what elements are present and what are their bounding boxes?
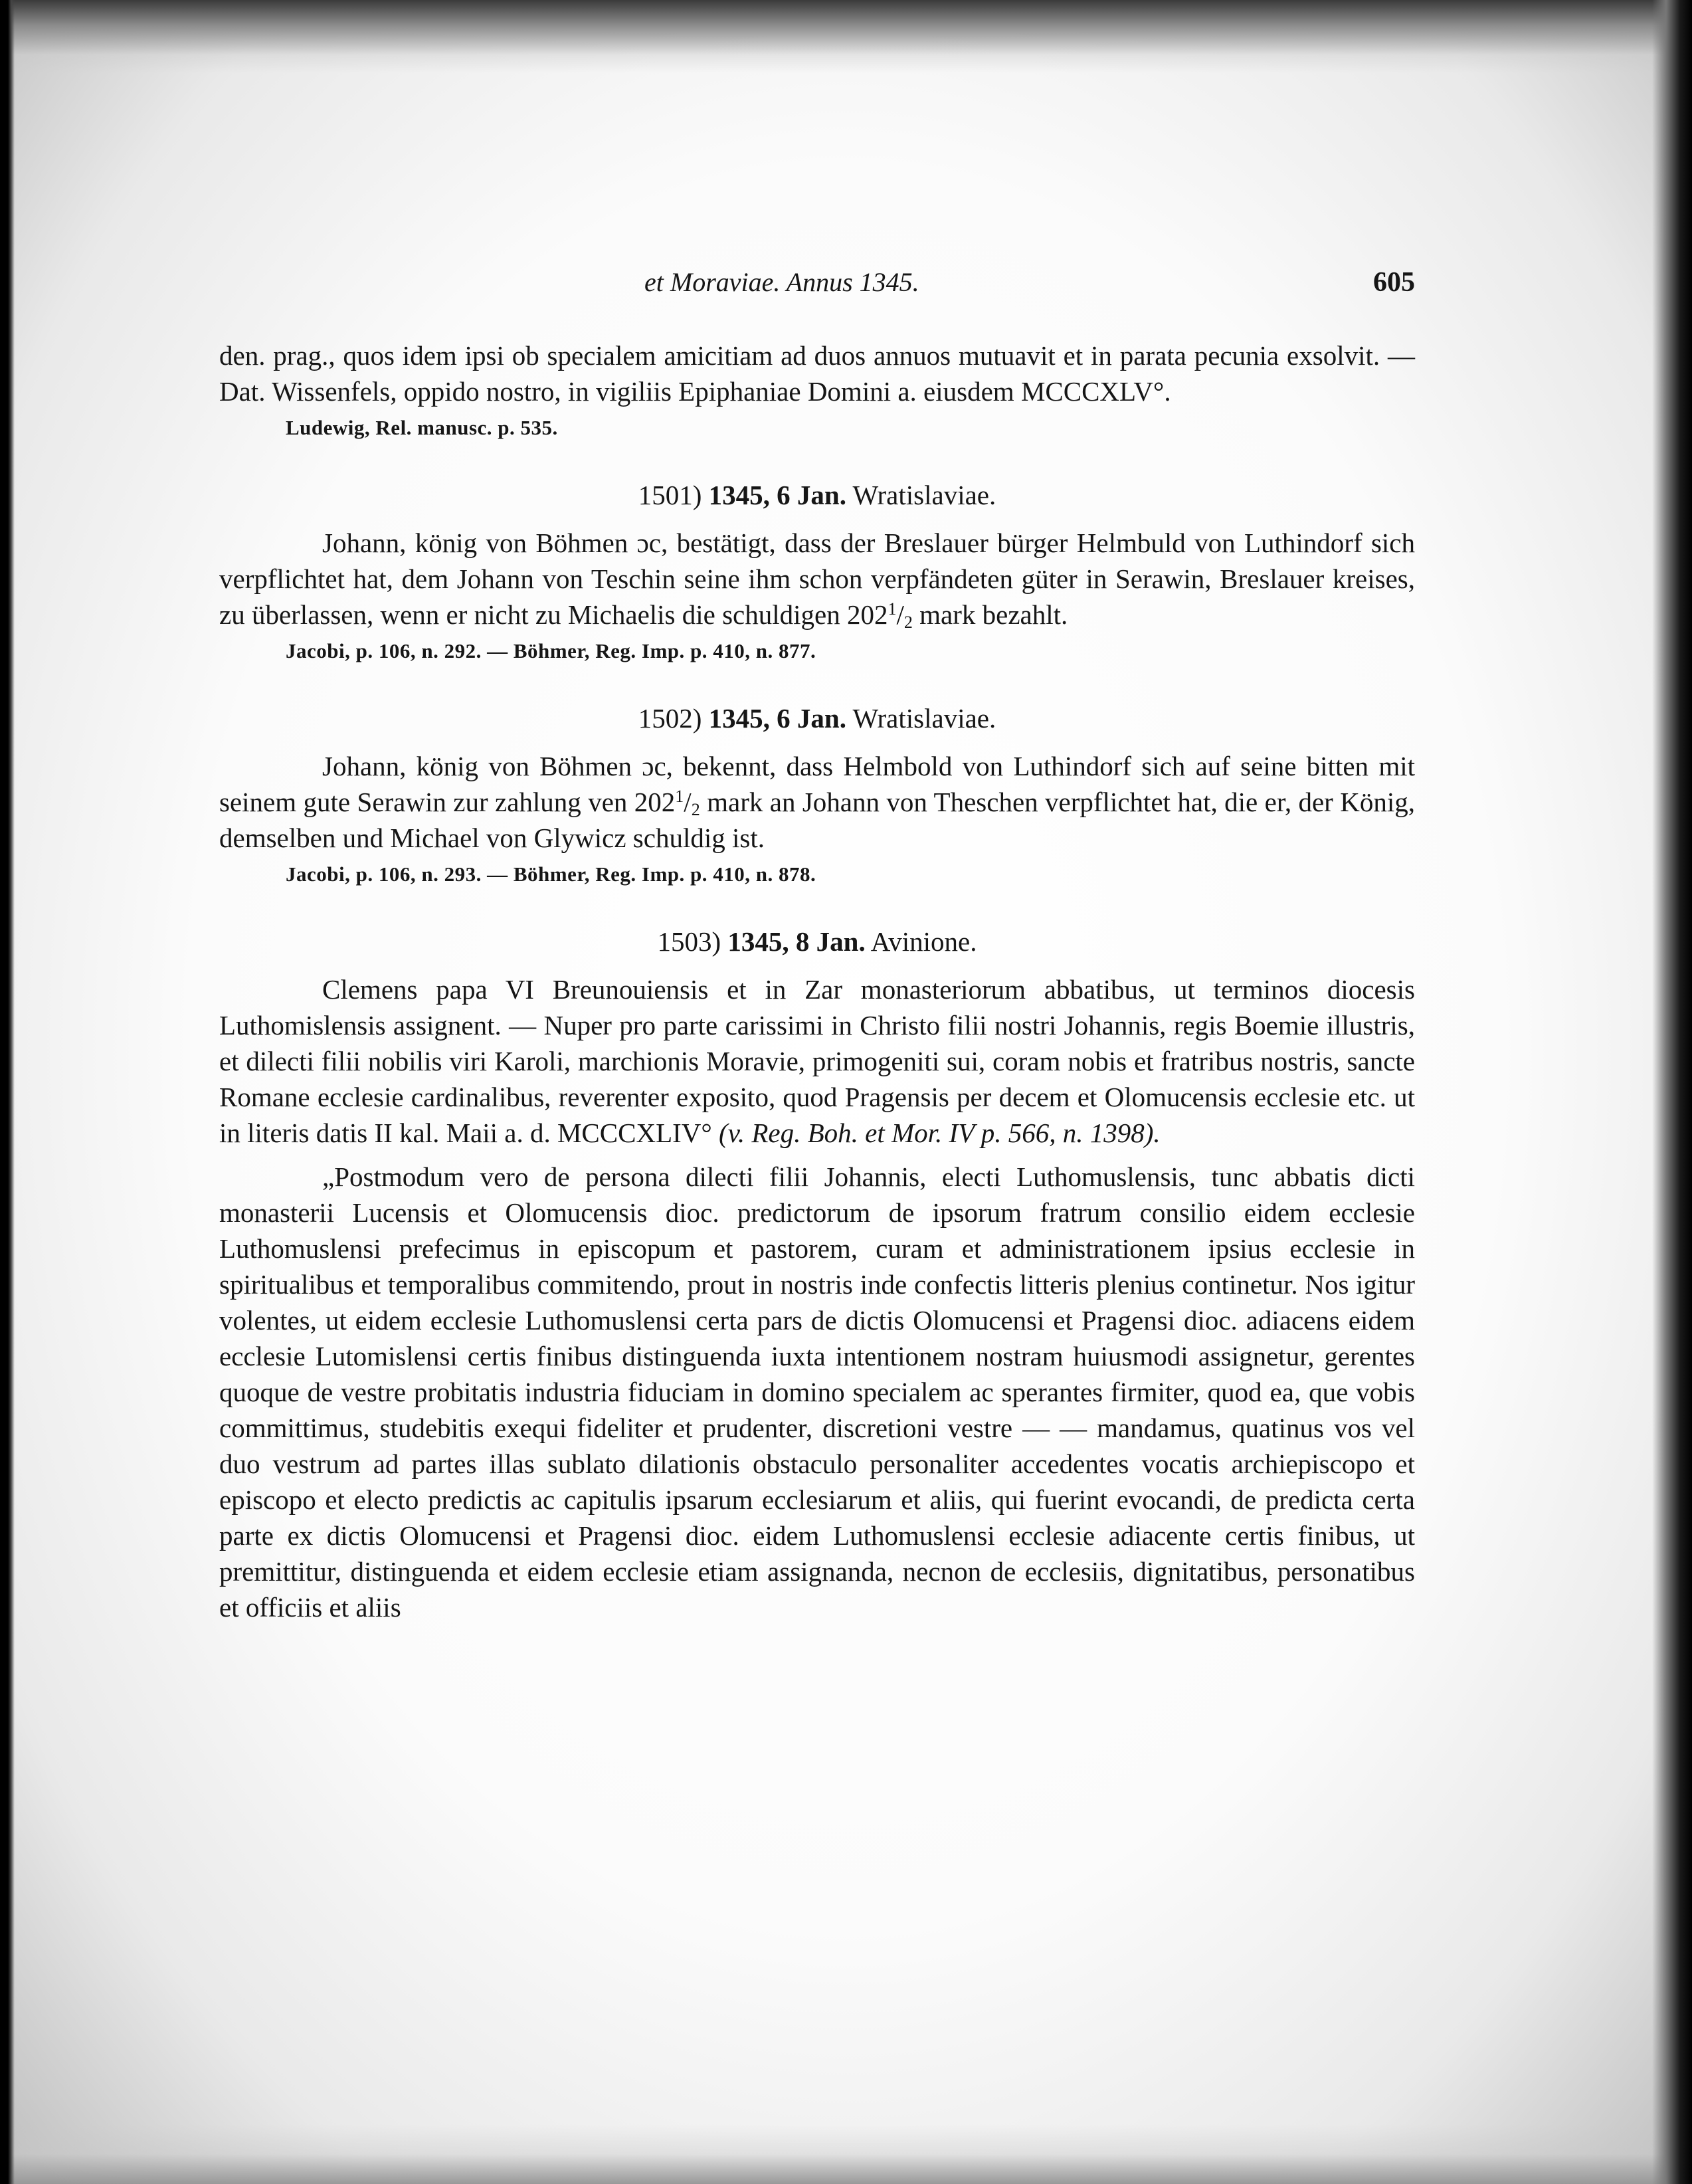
entry-date: 1345, 6 Jan. bbox=[708, 480, 846, 510]
entry-1502 bbox=[219, 700, 1415, 890]
entry-number: 1503) bbox=[657, 926, 721, 957]
entry-reference: (v. Reg. Boh. et Mor. IV p. 566, n. 1398). bbox=[711, 1118, 1161, 1148]
entry-heading bbox=[219, 700, 1415, 736]
fraction-numerator: 1 bbox=[888, 599, 897, 619]
entry-text bbox=[219, 971, 1415, 1151]
scan-shadow-top bbox=[0, 0, 1692, 73]
entry-text-part: Johann, könig von Böhmen ɔc, bestätigt, dass der Breslauer bürger Helmbuld von Luthindorf sich verpflichtet hat, dem Johann von Teschin seine ihm schon verpfändeten güter in Serawin, Breslauer kreises, zu überlassen, wenn er nicht zu Michaelis die schuldigen 202 bbox=[219, 528, 1415, 630]
entry-text: Johann, könig von Böhmen ɔc, bestätigt, dass der Breslauer bürger Helmbuld von Luthindorf sich verpflichtet hat, dem Johann von Teschin seine ihm schon verpfändeten güter in Serawin, Breslauer kreises, zu überlassen, wenn er nicht zu Michaelis die schuldigen $202^1/_2$ mark bezahlt. bbox=[219, 528, 1415, 632]
entry-text-part: mark an Johann von Theschen verpflichtet hat, die er, der König, demselben und Michael von Glywicz schuldig ist. bbox=[219, 787, 1415, 853]
entry-heading bbox=[219, 924, 1415, 959]
entry-heading bbox=[219, 477, 1415, 513]
entry-number: 1501) bbox=[638, 480, 702, 510]
fraction-numerator: 1 bbox=[675, 787, 684, 806]
scan-edge-right bbox=[1652, 0, 1692, 2184]
entry-text-continued: „Postmodum vero de persona dilecti filii Johannis, electi Luthomuslensis, tunc abbatis dicti monasterii Lucensis et Olomucensis dioc. predictorum de ipsorum fratrum consilio eidem ecclesie Luthomuslensi prefecimus in episcopum et pastorem, curam et administrationem ipsius ecclesie in spiritualibus et temporalibus commitendo, prout in nostris inde confectis litteris plenius continetur. Nos igitur volentes, ut eidem ecclesie Luthomuslensi certa pars de dictis Olomucensi et Pragensi dioc. adiacens eidem ecclesie Lutomislensi certis finibus distinguenda iuxta intentionem nostram huiusmodi assignetur, gerentes quoque de vestre probitatis industria fiduciam in domino specialem ac sperantes firmiter, quod ea, que vobis committimus, studebitis exequi fideliter et prudenter, discretioni vestre — — mandamus, quatinus vos vel duo vestrum ad partes illas sublato dilationis obstaculo personaliter accedentes vocatis archiepiscopo et episcopo et electo predictis ac capitulis ipsarum ecclesiarum et aliis, qui fuerint evocandi, de predicta certa parte ex dictis Olomucensi et Pragensi dioc. eidem Luthomuslensi ecclesie adiacente certis finibus, ut premittitur, distinguenda et eidem ecclesie etiam assignanda, necnon de ecclesiis, dignitatibus, personatibus et officiis et aliis bbox=[219, 1161, 1415, 1623]
scan-shadow-bottom bbox=[0, 2124, 1692, 2184]
previous-entry-citation: Ludewig, Rel. manusc. p. 535. bbox=[286, 416, 558, 439]
entry-date: 1345, 8 Jan. bbox=[727, 926, 866, 957]
fraction-denominator: 2 bbox=[691, 800, 700, 819]
scan-edge-left bbox=[0, 0, 15, 2184]
entry-citation: Jacobi, p. 106, n. 292. — Böhmer, Reg. Imp. p. 410, n. 877. bbox=[286, 639, 816, 662]
entry-text-part: mark bezahlt. bbox=[912, 599, 1068, 630]
entry-1503 bbox=[219, 924, 1415, 1625]
entry-1501 bbox=[219, 477, 1415, 667]
entry-place: Wratislaviae. bbox=[852, 703, 996, 734]
entry-text: Johann, könig von Böhmen ɔc, bekennt, dass Helmbold von Luthindorf sich auf seine bitten mit seinem gute Serawin zur zahlung ven $202^1/_2$ mark an Johann von Theschen verpflichtet hat, die er, der König, demselben und Michael von Glywicz schuldig ist. bbox=[219, 751, 1415, 853]
entry-place: Wratislaviae. bbox=[852, 480, 996, 510]
entry-text-part: Johann, könig von Böhmen ɔc, bekennt, dass Helmbold von Luthindorf sich auf seine bitten mit seinem gute Serawin zur zahlung ven 202 bbox=[219, 751, 1415, 817]
entry-place: Avinione. bbox=[870, 926, 977, 957]
entry-citation: Jacobi, p. 106, n. 293. — Böhmer, Reg. Imp. p. 410, n. 878. bbox=[286, 862, 816, 886]
running-title: et Moraviae. Annus 1345. bbox=[644, 267, 919, 297]
entry-text-main: Clemens papa VI Breunouiensis et in Zar monasteriorum abbatibus, ut terminos diocesis Luthomislensis assignent. — Nuper pro parte carissimi in Christo filii nostri Johannis, regis Boemie illustris, et dilecti filii nobilis viri Karoli, marchionis Moravie, primogeniti sui, coram nobis et fratribus nostris, sancte Romane ecclesie cardinalibus, reverenter exposito, quod Pragensis per decem et Olomucensis ecclesie etc. ut in literis datis II kal. Maii a. d. MCCCXLIV° bbox=[219, 974, 1415, 1148]
page-number: 605 bbox=[1373, 267, 1415, 298]
entry-number: 1502) bbox=[638, 703, 702, 734]
entry-date: 1345, 6 Jan. bbox=[708, 703, 846, 734]
previous-entry-text: den. prag., quos idem ipsi ob specialem amicitiam ad duos annuos mutuavit et in parata pecunia exsolvit. — Dat. Wissenfels, oppido nostro, in vigiliis Epiphaniae Domini a. eiusdem MCCCXLV°. bbox=[219, 340, 1415, 407]
fraction-denominator: 2 bbox=[903, 613, 913, 632]
page-content bbox=[219, 264, 1415, 1625]
running-head bbox=[219, 264, 1415, 311]
